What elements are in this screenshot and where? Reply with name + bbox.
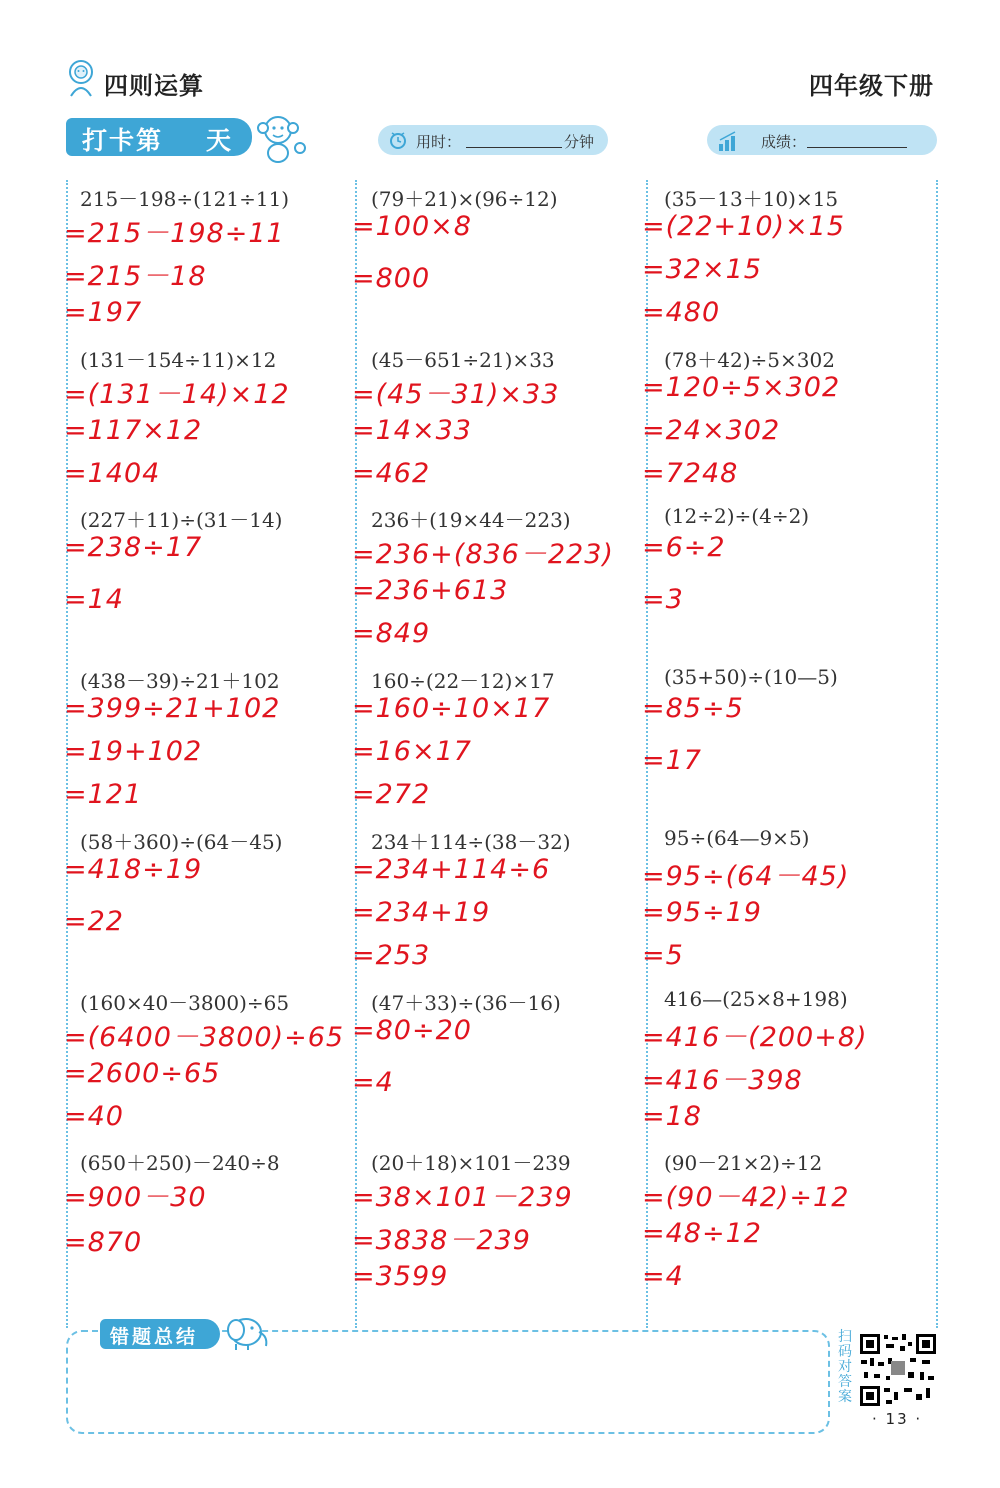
handwritten-step: =3599 [352,1261,449,1293]
problem-expression: (78＋42)÷5×302 [664,347,835,372]
handwritten-step: =160÷10×17 [352,693,551,725]
handwritten-step: =5 [642,939,684,971]
handwritten-step: =849 [352,618,431,650]
handwritten-step: =24×302 [642,414,781,446]
checkin-label: 打卡第 [82,126,164,155]
problem-expression: (131－154÷11)×12 [80,347,277,372]
time-label: 用时： [416,133,462,151]
mistake-summary-tab [100,1319,220,1349]
checkin-day-label: 天 [206,126,232,155]
handwritten-step: =40 [64,1100,124,1132]
problem-expression: 236＋(19×44－223) [371,508,571,533]
handwritten-step: =215－198÷11 [64,218,285,249]
problem-expression: 95÷(64—9×5) [664,825,810,850]
handwritten-step: =236+(836－223) [352,539,614,571]
score-input-line[interactable] [807,147,907,148]
problem-expression: (47＋33)÷(36－16) [371,990,561,1015]
handwritten-step: =85÷5 [642,693,744,725]
handwritten-step: =234+114÷6 [352,853,551,885]
grid-divider [936,180,938,1328]
handwritten-step: =416－398 [642,1064,803,1096]
handwritten-step: =95÷(64－45) [642,860,850,892]
handwritten-step: =100×8 [352,211,472,242]
handwritten-step: =197 [64,297,143,328]
page-number: · 13 · [872,1410,923,1428]
handwritten-step: =399÷21+102 [64,693,281,725]
problem-expression: (20＋18)×101－239 [371,1151,571,1176]
problem-expression: (12÷2)÷(4÷2) [664,504,810,529]
handwritten-step: =4 [352,1066,394,1098]
problem-expression: 416—(25×8+198) [664,986,848,1011]
summary-label: 错题总结 [110,1326,199,1348]
problem-expression: (58＋360)÷(64－45) [80,829,283,854]
handwritten-step: =1404 [64,457,161,489]
handwritten-step: =17 [642,745,702,777]
bar-chart-icon [717,130,741,152]
handwritten-step: =14 [64,584,124,616]
monkey-mascot-icon [252,110,310,164]
problem-expression: 160÷(22－12)×17 [371,669,555,694]
handwritten-step: =3838－239 [352,1225,531,1257]
handwritten-step: =416－(200+8) [642,1021,868,1053]
problem-expression: (650＋250)－240÷8 [80,1151,280,1176]
handwritten-step: =253 [352,939,431,971]
handwritten-step: =(90－42)÷12 [642,1182,850,1214]
handwritten-step: =32×15 [642,254,762,285]
time-field [378,125,608,155]
handwritten-step: =(131－14)×12 [64,378,290,410]
handwritten-step: =14×33 [352,414,472,446]
handwritten-step: =870 [64,1227,143,1259]
handwritten-step: =480 [642,297,721,328]
handwritten-step: =48÷12 [642,1218,762,1250]
handwritten-step: =462 [352,457,431,489]
handwritten-step: =(6400－3800)÷65 [64,1021,345,1053]
handwritten-step: =(22+10)×15 [642,211,846,242]
problem-expression: 234＋114÷(38－32) [371,829,571,854]
handwritten-step: =272 [352,779,431,811]
handwritten-step: =38×101－239 [352,1182,573,1214]
handwritten-step: =95÷19 [642,896,762,928]
handwritten-step: =800 [352,263,431,294]
handwritten-step: =2600÷65 [64,1057,221,1089]
handwritten-step: =6÷2 [642,532,726,564]
handwritten-step: =234+19 [352,896,491,928]
qr-code-icon[interactable] [858,1332,938,1408]
handwritten-step: =215－18 [64,261,207,292]
score-field [707,125,937,155]
handwritten-step: =121 [64,779,143,811]
time-input-line[interactable] [466,147,562,148]
problem-expression: (35+50)÷(10—5) [664,665,838,690]
problem-expression: (45－651÷21)×33 [371,347,555,372]
problem-expression: (160×40－3800)÷65 [80,990,290,1015]
handwritten-step: =900－30 [64,1182,207,1214]
elephant-mascot-icon [222,1312,274,1352]
problem-expression: 215－198÷(121÷11) [80,187,290,211]
score-label: 成绩： [761,133,807,151]
time-unit: 分钟 [564,133,595,151]
handwritten-step: =16×17 [352,736,472,768]
handwritten-step: =236+613 [352,575,509,607]
problem-expression: (227＋11)÷(31－14) [80,508,283,533]
handwritten-step: =117×12 [64,414,203,446]
handwritten-step: =18 [642,1100,702,1132]
handwritten-step: =4 [642,1261,684,1293]
handwritten-step: =418÷19 [64,853,203,885]
handwritten-step: =238÷17 [64,532,203,564]
problem-expression: (90－21×2)÷12 [664,1151,823,1176]
handwritten-step: =3 [642,584,684,616]
subject-title: 四则运算 [104,72,204,100]
clock-icon [388,130,408,150]
handwritten-step: =19+102 [64,736,203,768]
problem-expression: (438－39)÷21＋102 [80,669,280,694]
grade-label: 四年级下册 [809,72,934,100]
handwritten-step: =22 [64,905,124,937]
scan-for-answers-label: 扫码对答案 [838,1329,852,1405]
problem-expression: (79＋21)×(96÷12) [371,187,558,211]
lion-mascot-icon [62,58,100,98]
problem-expression: (35－13＋10)×15 [664,187,839,211]
checkin-tab [66,118,252,156]
handwritten-step: =80÷20 [352,1014,472,1046]
handwritten-step: =120÷5×302 [642,371,841,403]
handwritten-step: =(45－31)×33 [352,378,560,410]
handwritten-step: =7248 [642,457,739,489]
